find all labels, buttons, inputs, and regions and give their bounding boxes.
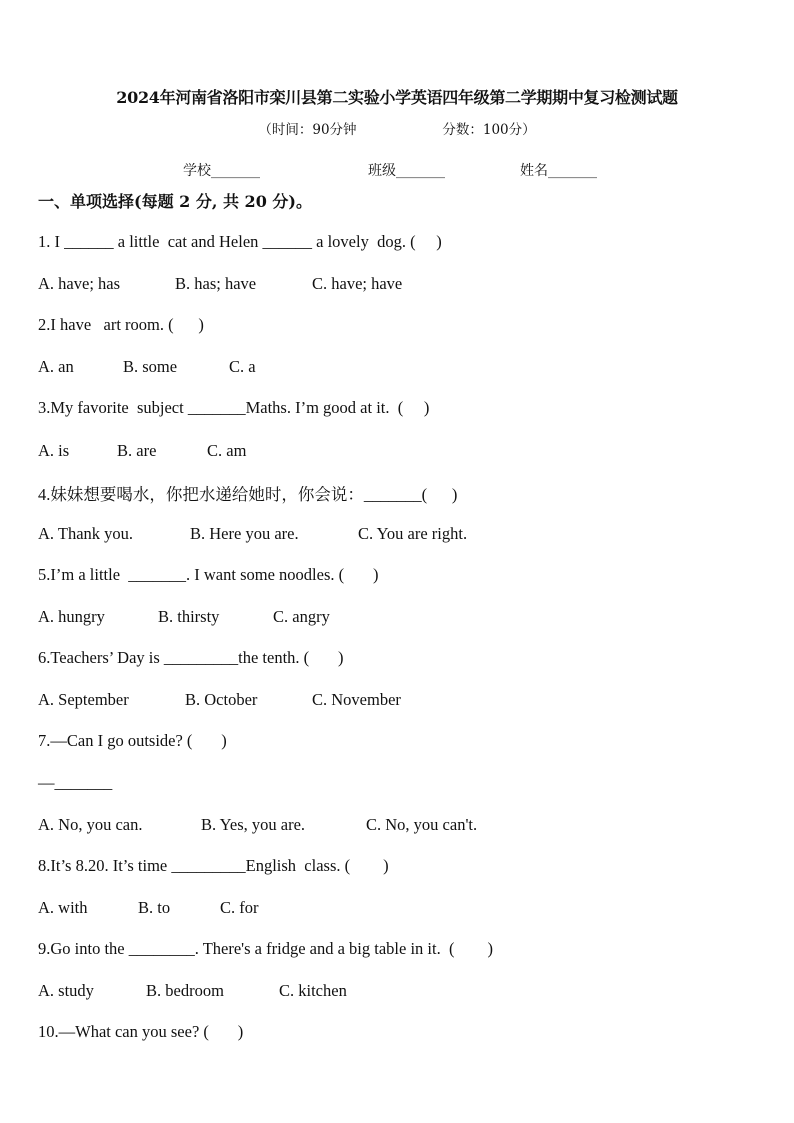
question-7-option-a[interactable]: A. No, you can. xyxy=(38,815,143,834)
question-3-option-c[interactable]: C. am xyxy=(207,441,247,460)
question-2-option-a[interactable]: A. an xyxy=(38,357,74,376)
question-7-option-b[interactable]: B. Yes, you are. xyxy=(201,815,306,834)
question-1-stem: 1. I ______ a little cat and Helen ______ a lovely dog. ( ) xyxy=(38,232,442,251)
question-5-stem: 5.I’m a little _______. I want some noodles. ( ) xyxy=(38,565,379,584)
question-4-stem: 4.妹妹想要喝水，你把水递给她时，你会说：_______( ) xyxy=(38,485,458,504)
question-5-option-a[interactable]: A. hungry xyxy=(38,607,105,626)
question-1-option-b[interactable]: B. has; have xyxy=(175,274,257,293)
name-field[interactable]: 姓名_______ xyxy=(520,163,597,179)
question-4-option-b[interactable]: B. Here you are. xyxy=(190,524,299,543)
school-field[interactable]: 学校_______ xyxy=(183,163,260,179)
question-2-option-b[interactable]: B. some xyxy=(123,357,178,376)
question-10-stem: 10.—What can you see? ( ) xyxy=(38,1022,244,1041)
section-heading: 一、单项选择(每题 2 分, 共 20 分)。 xyxy=(38,192,312,211)
question-9-stem: 9.Go into the ________. There's a fridge and a big table in it. ( ) xyxy=(38,939,493,958)
question-4-option-c[interactable]: C. You are right. xyxy=(358,524,468,543)
question-8-stem: 8.It’s 8.20. It’s time _________English class. ( ) xyxy=(38,856,389,875)
question-6-option-a[interactable]: A. September xyxy=(38,690,129,709)
question-6-option-c[interactable]: C. November xyxy=(312,690,401,709)
exam-title: 2024年河南省洛阳市栾川县第二实验小学英语四年级第二学期期中复习检测试题 xyxy=(116,88,678,107)
question-6-stem: 6.Teachers’ Day is _________the tenth. ( ) xyxy=(38,648,344,667)
question-8-option-c[interactable]: C. for xyxy=(220,898,259,917)
question-7-stem: 7.—Can I go outside? ( ) xyxy=(38,731,227,750)
question-9-option-b[interactable]: B. bedroom xyxy=(146,981,224,1000)
question-3-option-a[interactable]: A. is xyxy=(38,441,70,460)
exam-time-score: （时间：90分钟 分数：100分） xyxy=(258,122,536,138)
question-2-option-c[interactable]: C. a xyxy=(229,357,256,376)
question-6-option-b[interactable]: B. October xyxy=(185,690,258,709)
question-9-option-a[interactable]: A. study xyxy=(38,981,94,1000)
question-1-option-a[interactable]: A. have; has xyxy=(38,274,121,293)
question-5-option-c[interactable]: C. angry xyxy=(273,607,330,626)
question-9-option-c[interactable]: C. kitchen xyxy=(279,981,347,1000)
question-3-stem: 3.My favorite subject _______Maths. I’m good at it. ( ) xyxy=(38,398,430,417)
question-2-stem: 2.I have art room. ( ) xyxy=(38,315,204,334)
question-1-option-c[interactable]: C. have; have xyxy=(312,274,403,293)
class-field[interactable]: 班级_______ xyxy=(368,163,445,179)
question-7-option-c[interactable]: C. No, you can't. xyxy=(366,815,478,834)
question-8-option-a[interactable]: A. with xyxy=(38,898,88,917)
question-4-option-a[interactable]: A. Thank you. xyxy=(38,524,134,543)
question-5-option-b[interactable]: B. thirsty xyxy=(158,607,220,626)
question-8-option-b[interactable]: B. to xyxy=(138,898,171,917)
question-7-answer-line[interactable]: —_______ xyxy=(38,773,113,792)
question-3-option-b[interactable]: B. are xyxy=(117,441,157,460)
